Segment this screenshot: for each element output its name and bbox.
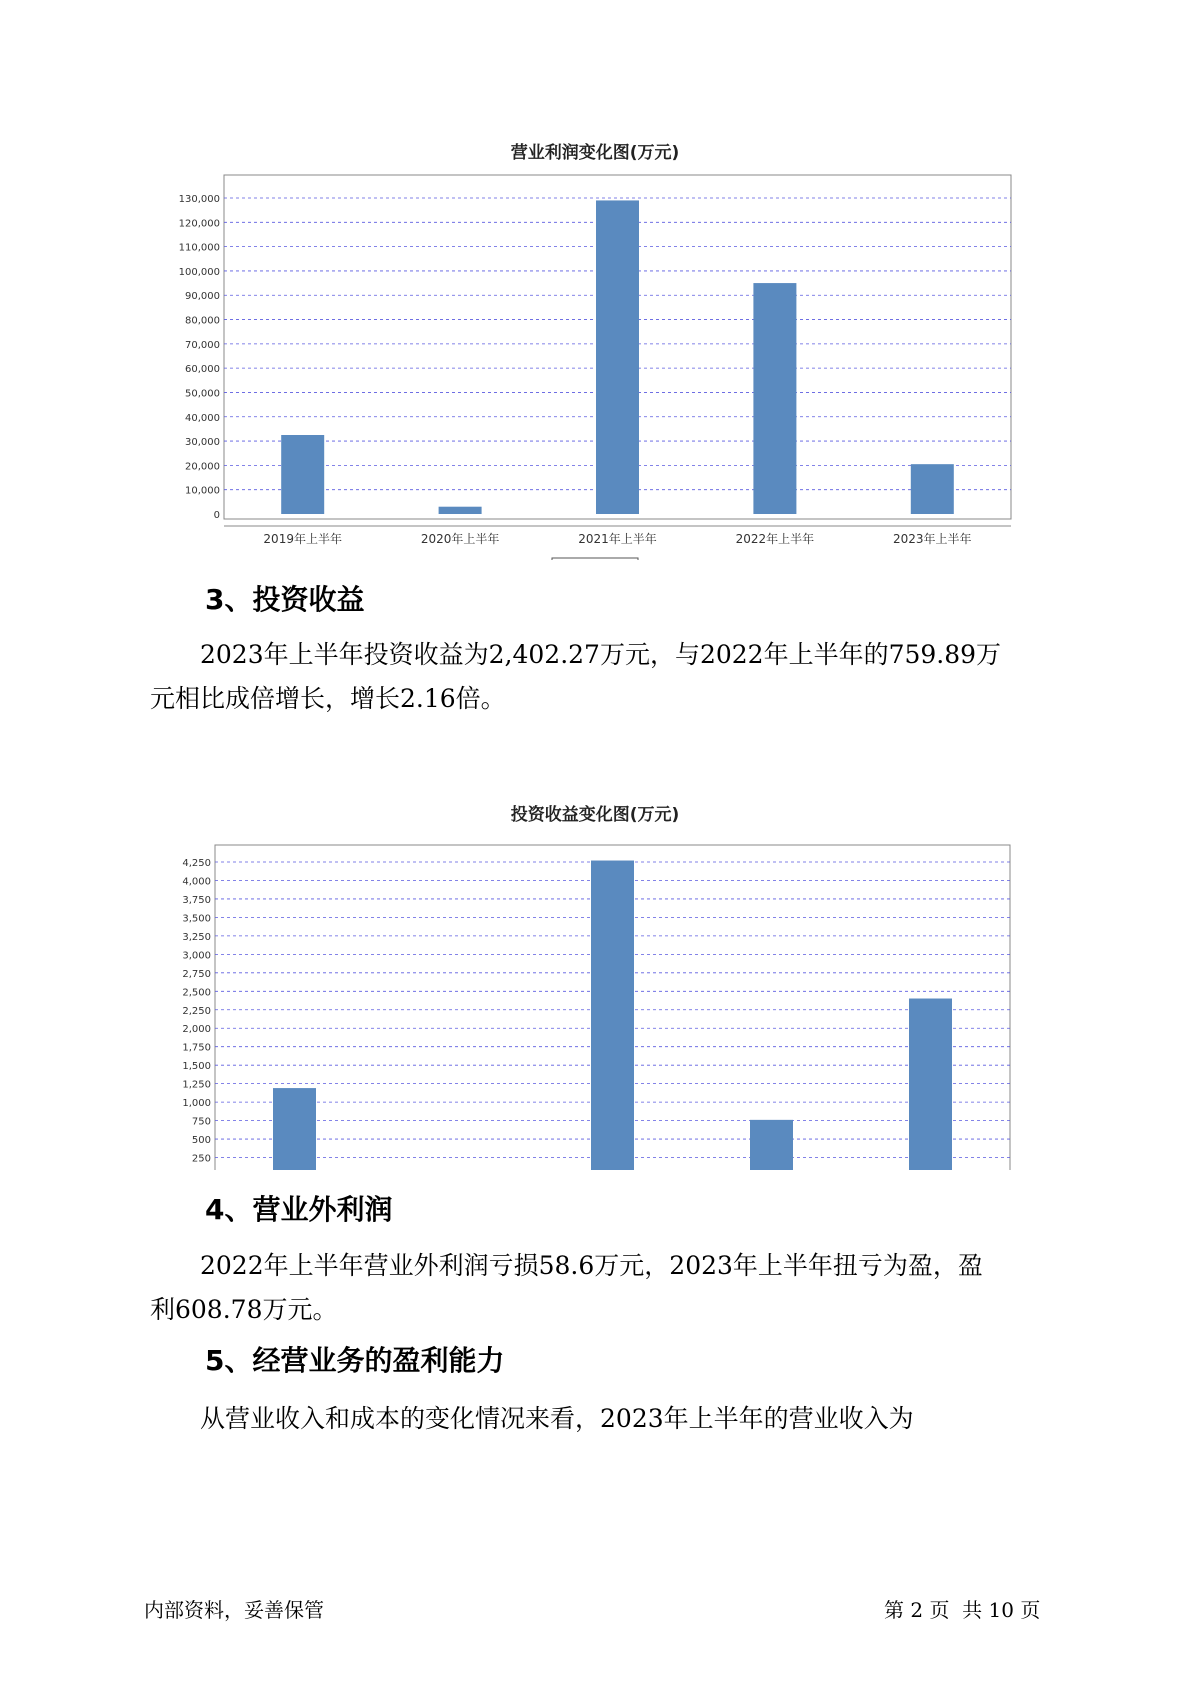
invest-y-tick-label: 4,000 [182,876,211,888]
invest-y-tick-label: 1,750 [182,1042,211,1054]
invest-y-tick-label: 2,750 [182,968,211,980]
profit-y-tick-label: 40,000 [185,412,220,424]
invest-y-tick-label: 1,500 [182,1061,211,1073]
profit-bar [281,435,324,514]
section-4-line-2: 利608.78万元。 [150,1295,338,1324]
operating-profit-chart [0,120,1191,560]
profit-x-tick-label: 2021年上半年 [578,532,657,546]
profit-bar [596,200,639,514]
investment-income-chart-svg [0,730,1191,1170]
invest-y-tick-label: 3,750 [182,894,211,906]
profit-y-tick-label: 130,000 [178,194,220,205]
invest-y-tick-label: 2,500 [182,987,211,999]
profit-y-tick-label: 120,000 [178,218,220,230]
profit-y-tick-label: 0 [213,510,220,521]
section-4-paragraph [150,1244,1050,1332]
invest-y-tick-label: 4,250 [182,858,211,869]
invest-y-tick-label: 2,250 [182,1005,211,1017]
profit-y-tick-label: 90,000 [185,291,220,303]
profit-chart-title: 营业利润变化图(万元) [510,143,680,163]
invest-y-tick-label: 3,000 [182,950,211,962]
invest-y-tick-label: 2,000 [182,1024,211,1036]
operating-profit-chart-svg [0,120,1191,560]
profit-x-tick-label: 2022年上半年 [735,532,815,546]
section-3-line-2: 元相比成倍增长，增长2.16倍。 [150,684,506,713]
section-4-line-1: 2022年上半年营业外利润亏损58.6万元，2023年上半年扭亏为盈，盈 [200,1251,983,1280]
invest-y-tick-label: 1,000 [182,1098,211,1110]
profit-bar [753,283,796,514]
invest-y-tick-label: 250 [191,1153,211,1165]
invest-bar [750,1120,793,1170]
invest-y-tick-label: 3,250 [182,931,211,943]
invest-bar [273,1088,316,1170]
section-3-heading: 3、投资收益 [205,583,365,616]
invest-y-tick-label: 1,250 [182,1079,211,1091]
profit-y-tick-label: 30,000 [185,437,220,449]
section-3-line-1: 2023年上半年投资收益为2,402.27万元，与2022年上半年的759.89万 [200,640,1002,669]
invest-y-tick-label: 500 [191,1135,211,1147]
profit-x-tick-label: 2019年上半年 [263,532,342,546]
investment-income-chart [0,730,1191,1170]
profit-x-tick-label: 2020年上半年 [420,532,500,546]
invest-y-tick-label: 750 [191,1116,211,1128]
profit-y-tick-label: 60,000 [185,364,220,376]
profit-bar [439,507,482,514]
profit-y-tick-label: 100,000 [178,266,220,278]
section-5-line-1: 从营业收入和成本的变化情况来看，2023年上半年的营业收入为 [200,1404,914,1433]
profit-y-tick-label: 80,000 [185,315,220,327]
profit-y-tick-label: 110,000 [178,242,220,254]
invest-bar [909,999,952,1170]
invest-bar [591,861,634,1170]
profit-y-tick-label: 70,000 [185,339,220,351]
section-4-heading: 4、营业外利润 [205,1193,393,1226]
section-5-paragraph [150,1397,1050,1441]
profit-legend-box [552,558,638,560]
profit-x-tick-label: 2023年上半年 [893,532,972,546]
profit-y-tick-label: 10,000 [185,485,220,497]
profit-bar [911,464,954,514]
invest-y-tick-label: 3,500 [182,913,211,925]
profit-y-tick-label: 50,000 [185,388,220,400]
footer-page-number: 第 2 页 共 10 页 [884,1598,1041,1622]
section-5-heading: 5、经营业务的盈利能力 [205,1344,505,1377]
invest-chart-title: 投资收益变化图(万元) [510,805,680,825]
profit-y-tick-label: 20,000 [185,461,220,473]
footer-confidential-note: 内部资料，妥善保管 [144,1598,324,1622]
section-3-paragraph [150,633,1050,721]
